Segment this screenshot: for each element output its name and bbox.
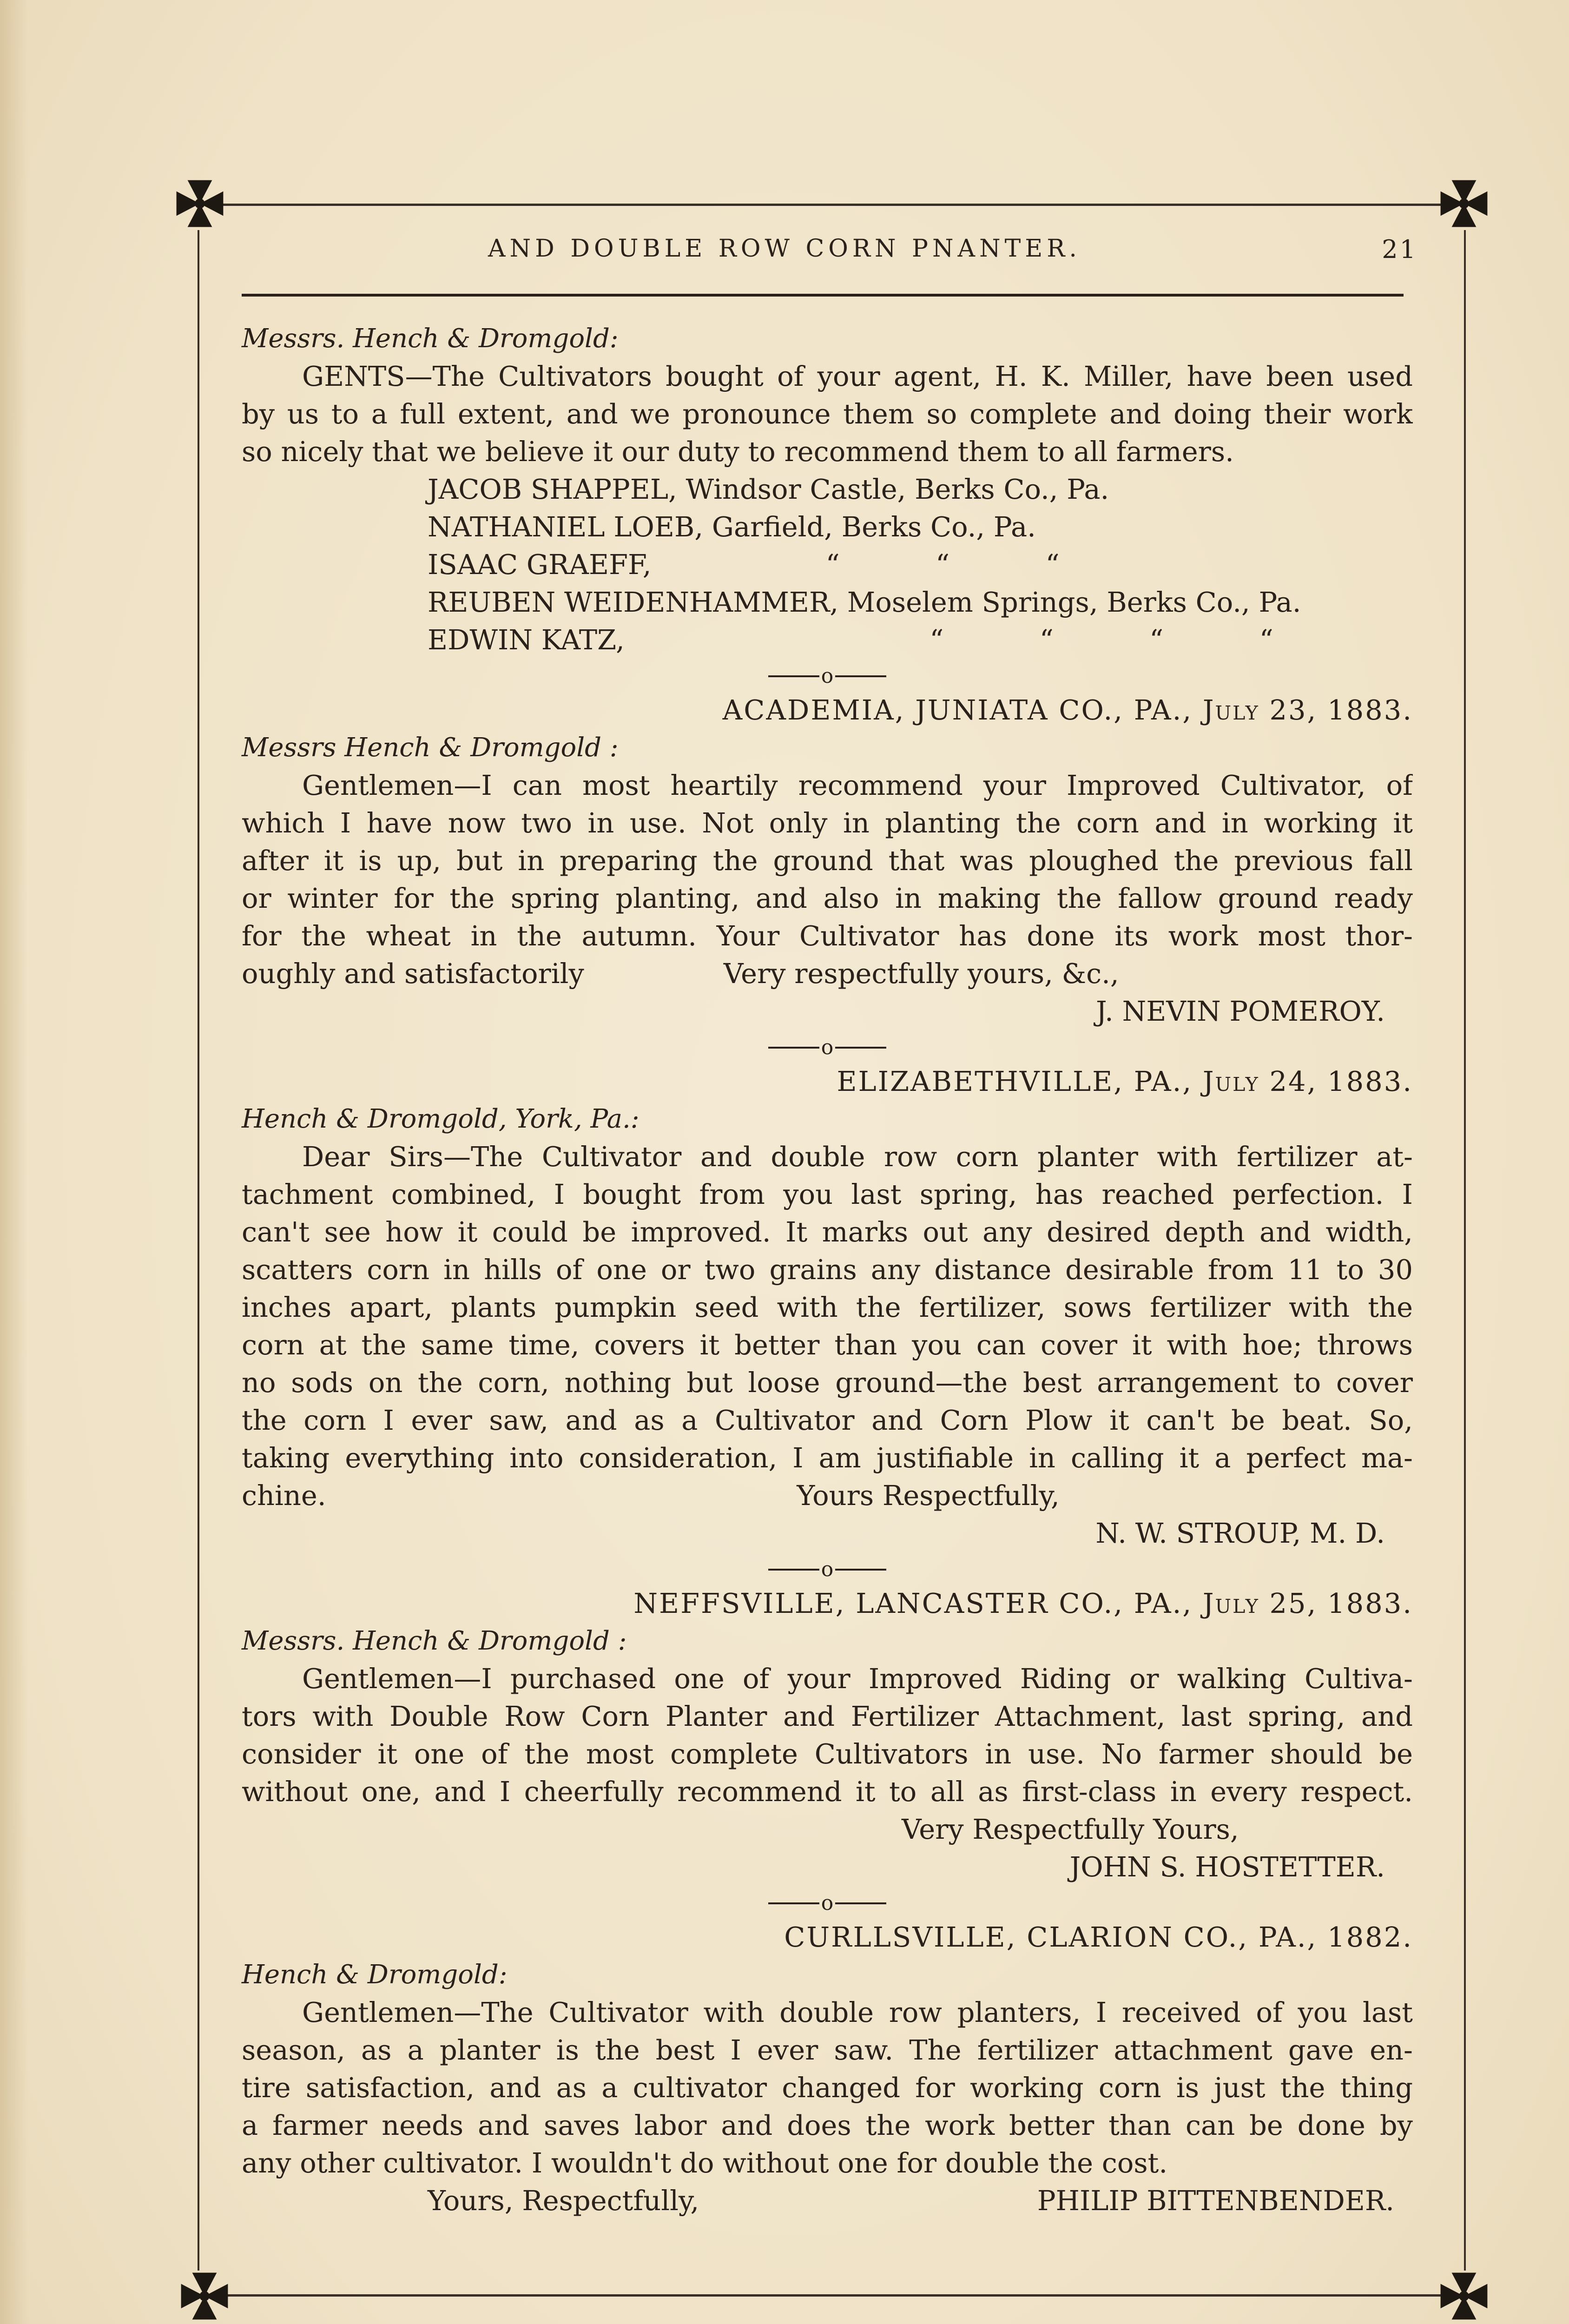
- signer-line: EDWIN KATZ, “ “ “ “: [428, 624, 1273, 656]
- text-line: no sods on the corn, nothing but loose ground—the best arrangement to cover: [242, 1367, 1413, 1399]
- frame-top-rule: [223, 204, 1450, 206]
- text-line: Dear Sirs—The Cultivator and double row corn planter with fertilizer at-: [302, 1141, 1413, 1173]
- text-line: tors with Double Row Corn Planter and Fertilizer Attachment, last spring, and: [242, 1700, 1413, 1732]
- signature: JOHN S. HOSTETTER.: [1069, 1851, 1385, 1883]
- text-line: so nicely that we believe it our duty to recommend them to all farmers.: [242, 436, 1234, 468]
- signer-line: REUBEN WEIDENHAMMER, Moselem Springs, Berks Co., Pa.: [428, 586, 1301, 618]
- section-separator: o: [242, 1886, 1413, 1918]
- text-line: oughly and satisfactorily Very respectfully yours, &c.,: [242, 957, 1119, 990]
- salutation: Messrs Hench & Dromgold :: [242, 733, 619, 763]
- maltese-cross-icon: [1436, 2268, 1492, 2324]
- frame-right-rule: [1464, 230, 1466, 2271]
- text-line: Gentlemen—The Cultivator with double row planters, I received of you last: [302, 1996, 1413, 2028]
- maltese-cross-icon: [172, 176, 228, 231]
- text-line: can't see how it could be improved. It marks out any desired depth and width,: [242, 1216, 1413, 1248]
- text-line: tachment combined, I bought from you last spring, has reached perfection. I: [242, 1178, 1413, 1210]
- closing: Yours, Respectfully,: [428, 2185, 699, 2217]
- dateline: NEFFSVILLE, LANCASTER CO., PA., July 25, 1883.: [633, 1587, 1413, 1619]
- frame-bottom-rule: [223, 2294, 1450, 2297]
- text-line: corn at the same time, covers it better than you can cover it with hoe; throws: [242, 1329, 1413, 1361]
- header-rule: [242, 294, 1404, 297]
- letter: [242, 320, 1413, 659]
- maltese-cross-icon: [177, 2268, 232, 2324]
- dateline: ELIZABETHVILLE, PA., July 24, 1883.: [837, 1065, 1413, 1097]
- text-line: any other cultivator. I wouldn't do without one for double the cost.: [242, 2147, 1168, 2179]
- signer-line: NATHANIEL LOEB, Garfield, Berks Co., Pa.: [428, 511, 1036, 543]
- letter: [242, 1063, 1413, 1552]
- text-line: consider it one of the most complete Cultivators in use. No farmer should be: [242, 1738, 1413, 1770]
- text-line: by us to a full extent, and we pronounce them so complete and doing their work: [242, 398, 1413, 430]
- dateline: CURLLSVILLE, CLARION CO., PA., 1882.: [784, 1921, 1413, 1953]
- text-line: chine. Yours Respectfully,: [242, 1479, 1060, 1512]
- frame-left-rule: [198, 230, 199, 2271]
- text-line: the corn I ever saw, and as a Cultivator and Corn Plow it can't be beat. So,: [242, 1404, 1413, 1436]
- signer-line: ISAAC GRAEFF, “ “ “: [428, 548, 1060, 581]
- signature: N. W. STROUP, M. D.: [1095, 1517, 1385, 1549]
- page-number: 21: [1382, 235, 1417, 264]
- text-line: without one, and I cheerfully recommend it to all as first-class in every respect.: [242, 1776, 1413, 1808]
- salutation: Hench & Dromgold, York, Pa.:: [242, 1104, 639, 1134]
- letter: [242, 691, 1413, 1030]
- signature: J. NEVIN POMEROY.: [1095, 995, 1385, 1027]
- closing: Very Respectfully Yours,: [902, 1813, 1239, 1845]
- text-line: for the wheat in the autumn. Your Cultivator has done its work most thor-: [242, 920, 1413, 952]
- text-line: tire satisfaction, and as a cultivator changed for working corn is just the thing: [242, 2072, 1413, 2104]
- text-line: a farmer needs and saves labor and does the work better than can be done by: [242, 2109, 1413, 2141]
- text-line: after it is up, but in preparing the ground that was ploughed the previous fall: [242, 845, 1413, 877]
- closing-and-signature: [242, 2182, 1413, 2219]
- text-line: which I have now two in use. Not only in planting the corn and in working it: [242, 807, 1413, 839]
- body-text: [242, 320, 1413, 2219]
- dateline: ACADEMIA, JUNIATA CO., PA., July 23, 1883.: [722, 694, 1413, 726]
- text-line: scatters corn in hills of one or two grains any distance desirable from 11 to 30: [242, 1254, 1413, 1286]
- text-line: inches apart, plants pumpkin seed with the fertilizer, sows fertilizer with the: [242, 1291, 1413, 1323]
- maltese-cross-icon: [1436, 176, 1492, 231]
- text-line: taking everything into consideration, I am justifiable in calling it a perfect ma-: [242, 1442, 1413, 1474]
- signature: PHILIP BITTENBENDER.: [1037, 2185, 1394, 2217]
- section-separator: o: [242, 1552, 1413, 1585]
- text-line: GENTS—The Cultivators bought of your agent, H. K. Miller, have been used: [302, 360, 1413, 392]
- text-line: Gentlemen—I purchased one of your Improved Riding or walking Cultiva-: [302, 1663, 1413, 1695]
- signer-line: JACOB SHAPPEL, Windsor Castle, Berks Co., Pa.: [428, 473, 1109, 505]
- salutation: Messrs. Hench & Dromgold:: [242, 324, 619, 354]
- section-separator: o: [242, 659, 1413, 691]
- running-header: AND DOUBLE ROW CORN PNANTER.: [488, 235, 1081, 263]
- text-line: Gentlemen—I can most heartily recommend your Improved Cultivator, of: [302, 769, 1413, 801]
- text-line: season, as a planter is the best I ever saw. The fertilizer attachment gave en-: [242, 2034, 1413, 2066]
- text-line: or winter for the spring planting, and also in making the fallow ground ready: [242, 882, 1413, 914]
- salutation: Messrs. Hench & Dromgold :: [242, 1626, 627, 1656]
- book-spine-shadow: [0, 0, 28, 2324]
- letter: [242, 1585, 1413, 1886]
- section-separator: o: [242, 1030, 1413, 1063]
- salutation: Hench & Dromgold:: [242, 1960, 508, 1990]
- letter: [242, 1918, 1413, 2219]
